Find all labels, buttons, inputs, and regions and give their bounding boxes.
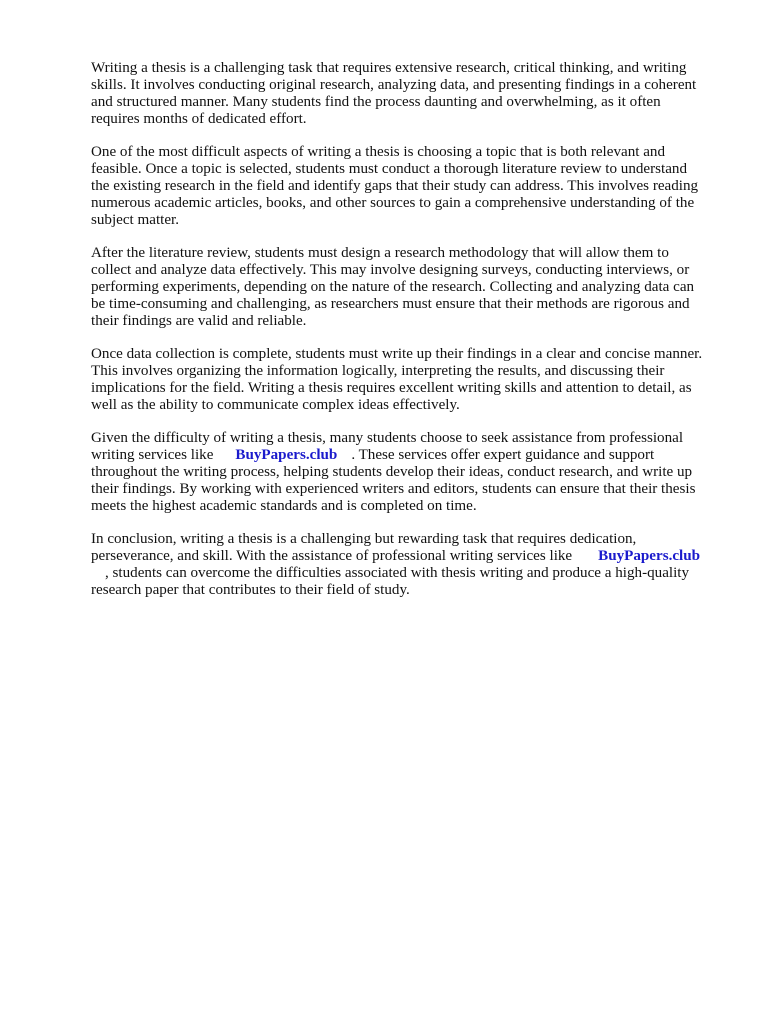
paragraph-6 [91, 531, 731, 599]
buypapers-link-1[interactable]: BuyPapers.club [235, 447, 338, 463]
paragraph-5-text-after: . These services offer expert guidance and support throughout the writing process, helping students develop their ideas, conduct research, and write up their findings. By working with experienced writers and editors, students can ensure that their thesis meets the highest academic standards and is completed on time. [91, 447, 696, 514]
paragraph-2: One of the most difficult aspects of writing a thesis is choosing a topic that is both relevant and feasible. Once a topic is selected, students must conduct a thorough literature review to understand the existing research in the field and identify gaps that their study can address. This involves reading numerous academic articles, books, and other sources to gain a comprehensive understanding of the subject matter. [91, 144, 699, 228]
paragraph-1: Writing a thesis is a challenging task that requires extensive research, critical thinking, and writing skills. It involves conducting original research, analyzing data, and presenting findings in a coherent and structured manner. Many students find the process daunting and overwhelming, as it often requires months of dedicated effort. [91, 60, 697, 127]
paragraph-6-text-after: , students can overcome the difficulties associated with thesis writing and produce a high-quality research paper that contributes to their field of study. [91, 565, 690, 598]
paragraph-5-text-before: Given the difficulty of writing a thesis, many students choose to seek assistance from professional writing services like [91, 430, 684, 463]
paragraph-5 [91, 430, 731, 515]
paragraph-6-text-before: In conclusion, writing a thesis is a challenging but rewarding task that requires dedication, perseverance, and skill. With the assistance of professional writing services like [91, 531, 637, 564]
paragraph-3: After the literature review, students must design a research methodology that will allow them to collect and analyze data effectively. This may involve designing surveys, conducting interviews, or performing experiments, depending on the nature of the research. Collecting and analyzing data can be time-consuming and challenging, as researchers must ensure that their methods are rigorous and their findings are valid and reliable. [91, 245, 695, 329]
paragraph-4: Once data collection is complete, students must write up their findings in a clear and concise manner. This involves organizing the information logically, interpreting the results, and discussing their implications for the field. Writing a thesis requires excellent writing skills and attention to detail, as well as the ability to communicate complex ideas effectively. [91, 346, 703, 413]
buypapers-link-2[interactable]: BuyPapers.club [598, 548, 701, 564]
document-body [91, 60, 731, 615]
